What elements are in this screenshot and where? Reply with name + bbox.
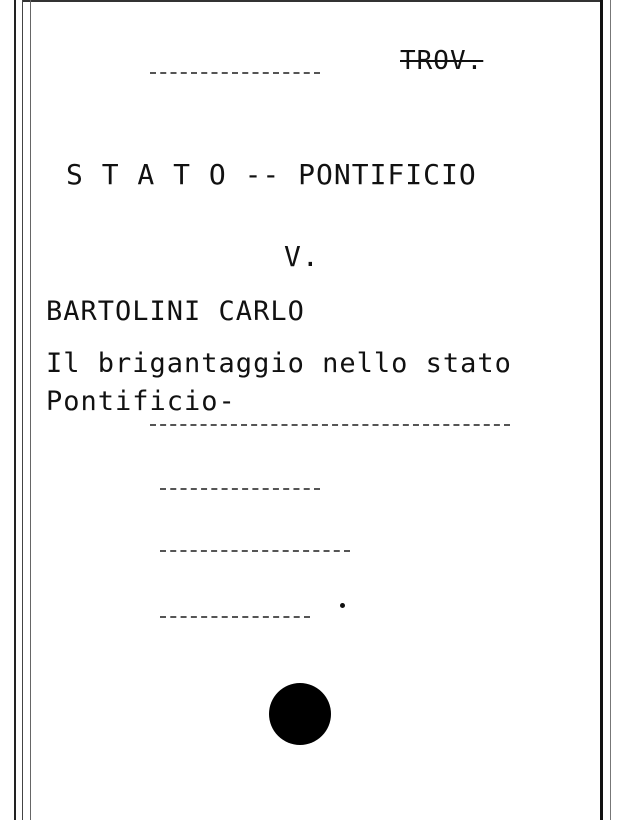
author-name: BARTOLINI CARLO xyxy=(46,296,305,327)
card-right-edge xyxy=(600,0,603,820)
title-line-2: Pontificio- xyxy=(46,386,236,417)
dashed-rule xyxy=(160,488,320,490)
punch-hole xyxy=(269,683,331,745)
card-left-edge xyxy=(14,0,16,820)
dashed-rule xyxy=(150,424,510,426)
card-right-edge-outer xyxy=(610,0,611,820)
versus-label: V. xyxy=(284,240,320,273)
dashed-rule xyxy=(160,616,310,618)
title-line-1: Il brigantaggio nello stato xyxy=(46,348,512,379)
dashed-rule xyxy=(160,550,350,552)
ink-dot xyxy=(340,603,345,608)
card-top-edge xyxy=(22,0,600,2)
card-left-margin-line xyxy=(30,0,31,820)
card-left-edge-inner xyxy=(22,0,23,820)
dashed-rule xyxy=(150,72,320,74)
subject-heading: S T A T O -- PONTIFICIO xyxy=(66,158,477,191)
trov-marker: TROV. xyxy=(400,46,484,76)
